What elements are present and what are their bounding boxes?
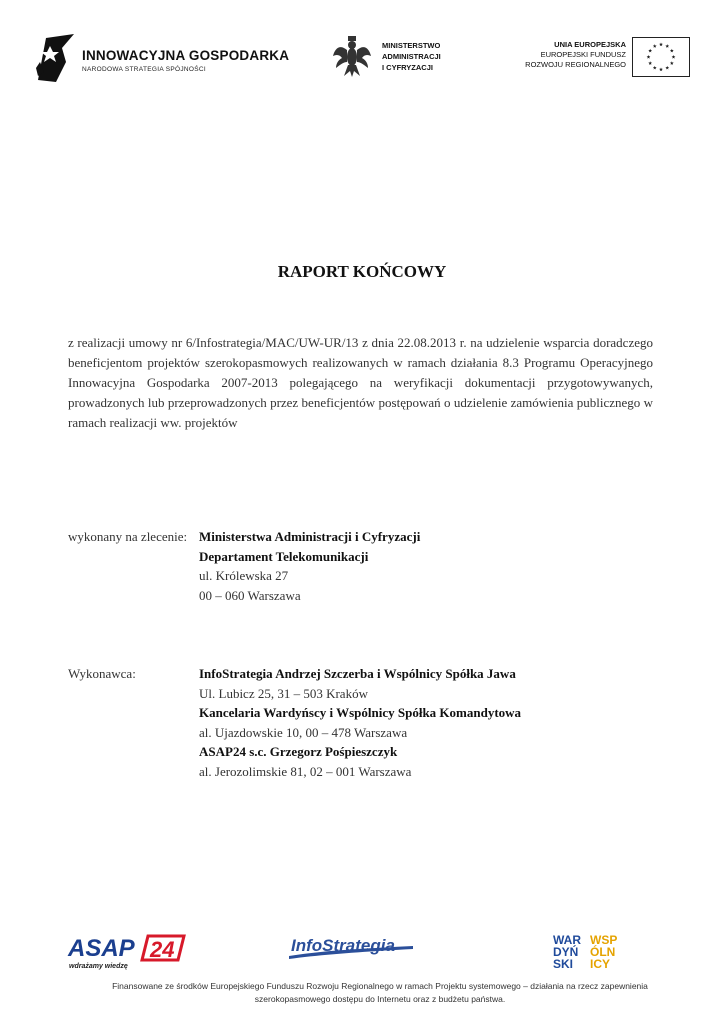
ig-emblem-icon [36, 32, 76, 84]
infostrategia-logo-graphic [285, 932, 415, 964]
eu-logo [520, 34, 692, 80]
contractor-firm-name: Kancelaria Wardyńscy i Wspólnicy Spółka Komandytowa [199, 705, 522, 720]
funding-note-line-2: szerokopasmowego dostępu do Internetu oraz z budżetu państwa. [254, 994, 506, 1004]
wardynski-right-3: ICY [590, 957, 611, 971]
client-city: 00 – 060 Warszawa [199, 587, 301, 603]
ig-logo-title: INNOWACYJNA GOSPODARKA [82, 48, 290, 63]
document-title: RAPORT KOŃCOWY [277, 262, 447, 281]
report-intro-paragraph: z realizacji umowy nr 6/Infostrategia/MAC/UW-UR/13 z dnia 22.08.2013 r. na udzielenie wsparcia doradczego beneficjentom projektów szerokopasmowych realizowanych w ramach działania 8.3 Programu Operacyjnego Innowacyjna Gospodarka 2007-2013 polegającego na weryfikacji dokumentacji przygotowywanych, prowadzonych lub przeprowadzonych przez beneficjentów postępowań o udzielenie zamówienia publicznego w ramach realizacji ww. projektów [68, 335, 653, 430]
wardynski-left-1: WAR [553, 933, 581, 947]
wardynski-logo [553, 933, 625, 973]
eu-line-3: ROZWOJU REGIONALNEGO [525, 60, 626, 69]
ministry-logo [332, 36, 462, 80]
funding-note [90, 980, 670, 1006]
wardynski-left-3: SKI [553, 957, 574, 971]
infostrategia-wordmark: InfoStrategia [291, 936, 395, 955]
asap-number: 24 [150, 937, 175, 962]
eu-line-1: UNIA EUROPEJSKA [554, 40, 626, 49]
contractor-firm-address: Ul. Lubicz 25, 31 – 503 Kraków [199, 685, 368, 701]
wardynski-left-2: DYŃ [553, 945, 579, 959]
funding-note-line-1: Finansowane ze środków Europejskiego Funduszu Rozwoju Regionalnego w ramach Projektu systemowego – działania na rzecz zapewnienia [112, 981, 648, 991]
wardynski-right-1: WSP [590, 933, 618, 947]
eu-flag-icon [632, 37, 690, 77]
asap-wordmark: ASAP [68, 935, 135, 962]
contractor-label: Wykonawca: [68, 666, 136, 681]
contractor-firm-address: al. Ujazdowskie 10, 00 – 478 Warszawa [199, 724, 408, 740]
ministry-line-2: ADMINISTRACJI [382, 52, 441, 61]
client-department: Departament Telekomunikacji [199, 548, 369, 564]
contractor-firm-name: InfoStrategia Andrzej Szczerba i Wspólnicy Spółka Jawa [199, 666, 516, 681]
wardynski-logo-graphic [553, 933, 625, 973]
infostrategia-logo [285, 932, 415, 964]
asap24-logo [66, 932, 190, 972]
ig-logo-subtitle: NARODOWA STRATEGIA SPÓJNOŚCI [82, 66, 206, 73]
client-street: ul. Królewska 27 [199, 568, 289, 583]
asap24-logo-graphic [66, 932, 190, 972]
client-name: Ministerstwa Administracji i Cyfryzacji [199, 529, 421, 544]
polish-eagle-icon [332, 36, 372, 78]
wardynski-right-2: ÓLN [590, 945, 616, 959]
contractor-firm-name: ASAP24 s.c. Grzegorz Pośpieszczyk [199, 744, 398, 759]
client-label: wykonany na zlecenie: [68, 529, 188, 544]
ministry-line-3: I CYFRYZACJI [382, 63, 433, 72]
eu-line-2: EUROPEJSKI FUNDUSZ [540, 50, 626, 59]
ministry-line-1: MINISTERSTWO [382, 41, 441, 50]
innowacyjna-gospodarka-logo [36, 30, 290, 86]
contractor-firm-address: al. Jerozolimskie 81, 02 – 001 Warszawa [199, 763, 412, 779]
asap-tagline: wdrażamy wiedzę [69, 963, 128, 970]
